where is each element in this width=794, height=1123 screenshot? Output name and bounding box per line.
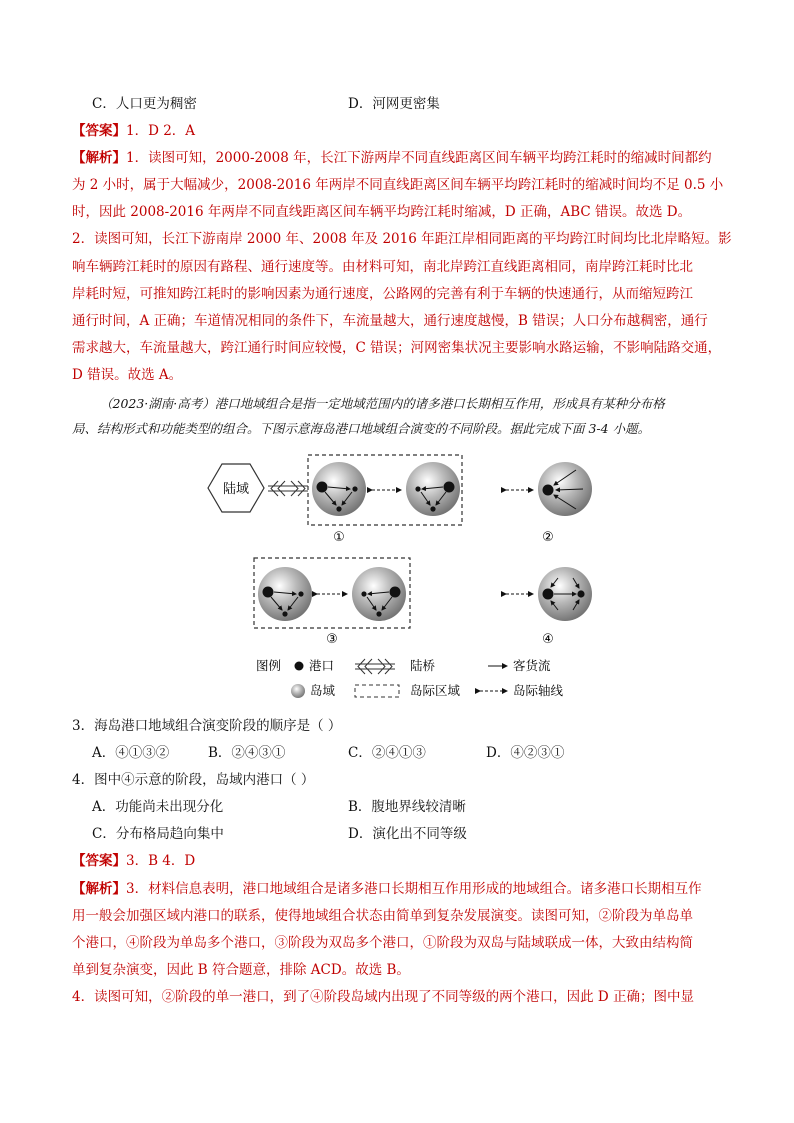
stage-3-island-b (352, 567, 406, 621)
question-4-option-d: D．演化出不同等级 (348, 826, 467, 842)
legend-land-bridge: 陆桥 (410, 658, 436, 673)
stage-3-island-a (258, 567, 312, 621)
analysis-2-line-3: 单到复杂演变，因此 B 符合题意，排除 ACD。故选 B。 (72, 962, 410, 978)
question-4-option-b: B．腹地界线较清晰 (348, 799, 466, 815)
intro-line-2: 局、结构形式和功能类型的组合。下图示意海岛港口地域组合演变的不同阶段。据此完成下面 3-4 小题。 (72, 421, 651, 436)
legend (256, 658, 564, 698)
answer-text: 3．B 4．D (126, 853, 196, 869)
land-area-label: 陆域 (222, 482, 250, 497)
analysis-1-line-1: 为 2 小时，属于大幅减少，2008-2016 年两岸不同直线距离区间车辆平均跨江耗时的缩减时间均不足 0.5 小 (72, 177, 724, 193)
land-bridge-icon (268, 481, 308, 496)
stage-label-3: ③ (326, 632, 338, 647)
analysis-text: 3．材料信息表明，港口地域组合是诸多港口长期相互作用形成的地域组合。诸多港口长期相互作 (126, 881, 702, 897)
option-d: D．河网更密集 (348, 96, 440, 112)
answer-2 (72, 851, 195, 871)
legend-port: 港口 (309, 658, 335, 673)
legend-title: 图例 (256, 658, 282, 673)
analysis-1-line-2: 时，因此 2008-2016 年两岸不同直线距离区间车辆平均跨江耗时缩减，D 正确，ABC 错误。故选 D。 (72, 204, 692, 220)
stage-2-island (538, 462, 592, 516)
answer-tag: 【答案】 (72, 123, 126, 139)
stage-label-1: ① (333, 530, 345, 545)
analysis-1-line-6: 通行时间，A 正确；车道情况相同的条件下，车流量越大，通行速度越慢，B 错误；人口分布越稠密，通行 (72, 313, 708, 329)
question-3-stem: 3．海岛港口地域组合演变阶段的顺序是（ ） (72, 718, 342, 734)
analysis-2-line-2: 个港口，④阶段为单岛多个港口，③阶段为双岛多个港口，①阶段为双岛与陆域联成一体，大致由结构简 (72, 935, 693, 951)
analysis-tag: 【解析】 (72, 881, 126, 897)
answer-tag: 【答案】 (72, 853, 126, 869)
question-4-option-a: A．功能尚未出现分化 (92, 799, 224, 815)
land-bridge-legend-icon (355, 659, 395, 674)
legend-island: 岛域 (310, 683, 336, 698)
analysis-1-line-5: 岸耗时短，可推知跨江耗时的影响因素为通行速度，公路网的完善有利于车辆的快速通行，从而缩短跨江 (72, 286, 693, 302)
analysis-2-line-4: 4．读图可知，②阶段的单一港口，到了④阶段岛域内出现了不同等级的两个港口，因此 D 正确；图中显 (72, 989, 694, 1005)
legend-inter-island-region: 岛际区域 (410, 683, 461, 698)
answer-text: 1．D 2．A (126, 123, 196, 139)
legend-cargo-flow: 客货流 (513, 658, 551, 673)
analysis-1-line-0 (72, 148, 712, 168)
question-3-option-b: B．②④③① (208, 745, 286, 761)
stage-1-island-a (312, 462, 366, 516)
port-evolution-figure (0, 445, 794, 710)
intro-line-1: （2023·湖南·高考）港口地域组合是指一定地域范围内的诸多港口长期相互作用，形成具有某种分布格 (100, 396, 665, 411)
port-icon (295, 662, 304, 671)
analysis-1-line-8: D 错误。故选 A。 (72, 367, 183, 383)
inter-island-region-icon (355, 685, 399, 697)
option-c: C．人口更为稠密 (92, 96, 197, 112)
analysis-text: 1．读图可知，2000-2008 年，长江下游两岸不同直线距离区间车辆平均跨江耗时的缩减时间都约 (126, 150, 712, 166)
analysis-2-line-1: 用一般会加强区域内港口的联系，使得地域组合状态由简单到复杂发展演变。读图可知，②阶段为单岛单 (72, 908, 693, 924)
analysis-1-line-7: 需求越大，车流量越大，跨江通行时间应较慢，C 错误；河网密集状况主要影响水路运输，不影响陆路交通， (72, 340, 722, 356)
analysis-1-line-3: 2．读图可知，长江下游南岸 2000 年、2008 年及 2016 年距江岸相同距离的平均跨江时间均比北岸略短。影 (72, 231, 732, 247)
island-icon (291, 684, 305, 698)
question-4-stem: 4．图中④示意的阶段，岛域内港口（ ） (72, 772, 315, 788)
stage-label-4: ④ (542, 632, 554, 647)
analysis-2-line-0 (72, 879, 702, 899)
answer-1 (72, 121, 195, 141)
question-4-option-c: C．分布格局趋向集中 (92, 826, 224, 842)
analysis-tag: 【解析】 (72, 150, 126, 166)
analysis-1-line-4: 响车辆跨江耗时的原因有路程、通行速度等。由材料可知，南北岸跨江直线距离相同，南岸跨江耗时比北 (72, 259, 693, 275)
stage-4-island (538, 567, 592, 621)
stage-1-island-b (406, 462, 460, 516)
question-3-option-a: A．④①③② (92, 745, 170, 761)
question-3-option-c: C．②④①③ (348, 745, 426, 761)
legend-inter-island-axis: 岛际轴线 (513, 683, 564, 698)
stage-label-2: ② (542, 530, 554, 545)
question-3-option-d: D．④②③① (486, 745, 565, 761)
